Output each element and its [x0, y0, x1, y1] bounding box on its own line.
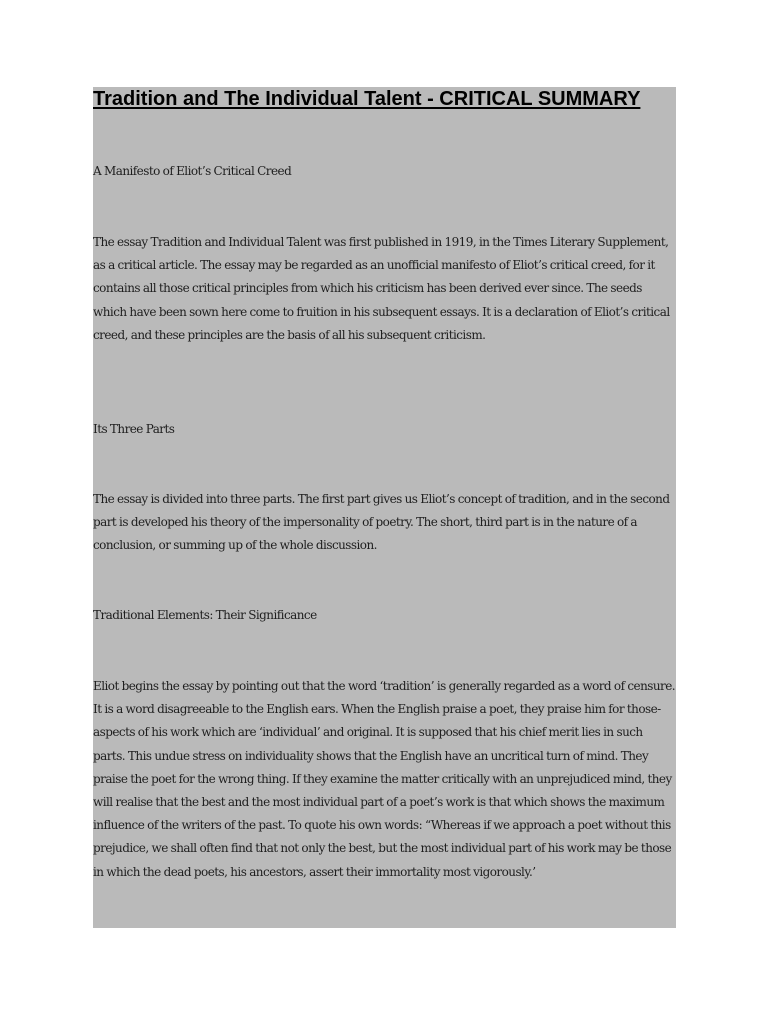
- paragraph-traditional-elements: Eliot begins the essay by pointing out that the word ‘tradition’ is generally regarded as a word of censure. It is a word disagreeable to the English ears. When the English praise a poet, they praise him for those-aspects of his work which are ‘individual’ and original. It is supposed that his chief merit lies in such parts. This undue stress on individuality shows that the English have an uncritical turn of mind. They praise the poet for the wrong thing. If they examine the matter critically with an unprejudiced mind, they will realise that the best and the most individual part of a poet’s work is that which shows the maximum influence of the writers of the past. To quote his own words: “Whereas if we approach a poet without this prejudice, we shall often find that not only the best, but the most individual part of his work may be those in which the dead poets, his ancestors, assert their immortality most vigorously.’: [93, 679, 676, 879]
- paragraph-publication: The essay Tradition and Individual Talent was first published in 1919, in the Times Literary Supplement, as a critical article. The essay may be regarded as an unofficial manifesto of Eliot’s critical creed, for it contains all those critical principles from which his criticism has been derived ever since. The seeds which have been sown here come to fruition in his subsequent essays. It is a declaration of Eliot’s critical creed, and these principles are the basis of all his subsequent criticism.: [93, 235, 670, 342]
- paragraph-three-parts: The essay is divided into three parts. The first part gives us Eliot’s concept of tradition, and in the second part is developed his theory of the impersonality of poetry. The short, third part is in the nature of a conclusion, or summing up of the whole discussion.: [93, 492, 670, 553]
- document-title: Tradition and The Individual Talent - CRITICAL SUMMARY: [93, 88, 641, 110]
- subtitle-manifesto: A Manifesto of Eliot’s Critical Creed: [93, 164, 292, 178]
- subheading-three-parts: Its Three Parts: [93, 422, 175, 436]
- subheading-traditional-elements: Traditional Elements: Their Significance: [93, 608, 317, 622]
